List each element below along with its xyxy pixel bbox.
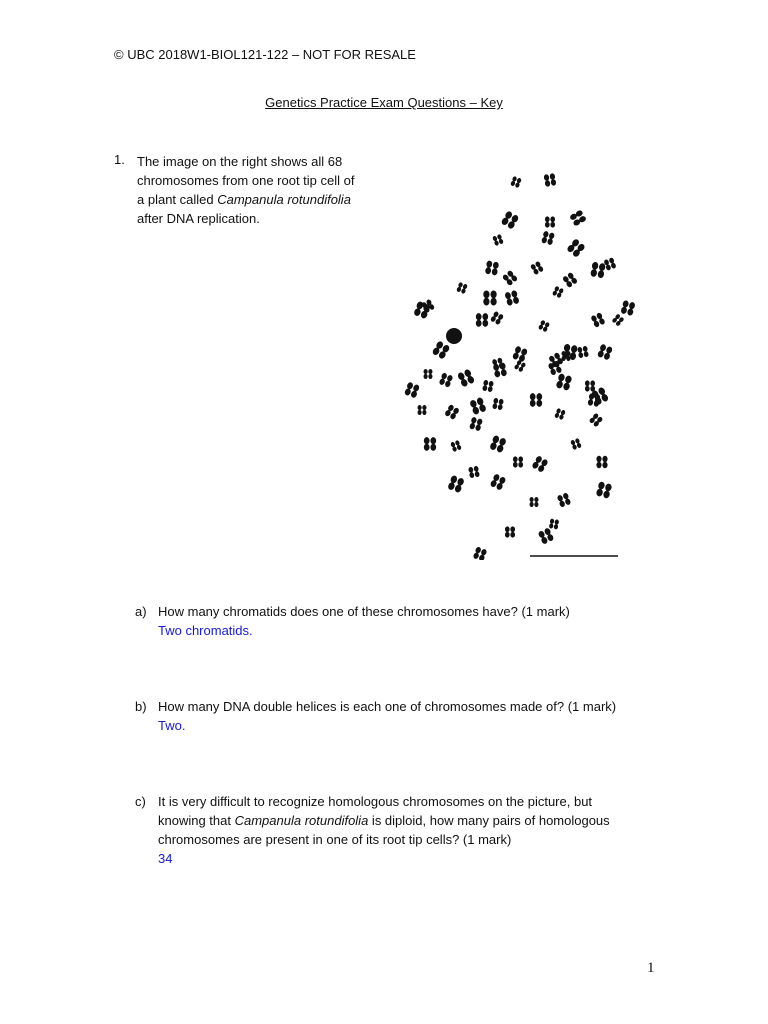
chromosome-mark — [512, 345, 528, 362]
chromosome-micrograph — [400, 160, 650, 560]
chromosome-mark — [566, 238, 586, 258]
chromosome-mark — [530, 393, 542, 407]
chromosome-mark — [531, 455, 548, 473]
part-letter: b) — [135, 699, 147, 714]
part-question: It is very difficult to recognize homologous chromosomes on the picture, but — [158, 794, 593, 809]
chromosome-mark — [541, 231, 555, 246]
chromosome-mark — [473, 546, 488, 560]
question-1-number: 1. — [114, 152, 125, 167]
chromosome-mark — [505, 526, 515, 537]
chromosome-mark — [504, 290, 519, 306]
chromosome-mark — [469, 417, 483, 432]
chromosome-mark — [570, 438, 582, 450]
chromosome-mark — [424, 369, 433, 379]
chromosome-mark — [483, 291, 496, 306]
species-name: Campanula rotundifolia — [217, 192, 351, 207]
part-answer: Two chromatids. — [158, 623, 253, 638]
chromosome-mark — [476, 313, 488, 327]
part-question — [158, 811, 658, 830]
part-question: How many chromatids does one of these chromosomes have? (1 mark) — [158, 604, 570, 619]
chromosome-mark — [469, 397, 487, 416]
chromosome-mark — [562, 272, 578, 289]
chromosome-mark — [490, 311, 504, 326]
chromosome-mark — [596, 456, 607, 468]
question-1-line: chromosomes from one root tip cell of — [137, 173, 355, 188]
chromosome-mark — [590, 312, 605, 328]
round-body-mark — [446, 328, 462, 344]
chromosome-mark — [554, 408, 566, 420]
part-letter: c) — [135, 794, 146, 809]
chromosome-mark — [457, 368, 475, 387]
chromosome-mark — [490, 473, 507, 491]
chromosome-mark — [468, 466, 480, 479]
question-1-line: after DNA replication. — [137, 211, 260, 226]
chromosome-mark — [577, 346, 589, 359]
chromosome-mark — [569, 209, 587, 226]
part-question: chromosomes are present in one of its root tip cells? (1 mark) — [158, 832, 512, 847]
page-title: Genetics Practice Exam Questions – Key — [265, 95, 503, 110]
chromosome-mark — [620, 300, 635, 316]
part-question-text: is diploid, how many pairs of homologous — [368, 813, 610, 828]
chromosome-mark — [431, 340, 450, 360]
chromosome-mark — [545, 216, 555, 227]
chromosome-mark — [456, 282, 468, 294]
chromosome-mark — [482, 380, 494, 393]
chromosome-mark — [450, 440, 462, 452]
part-question: How many DNA double helices is each one of chromosomes made of? (1 mark) — [158, 699, 617, 714]
species-name: Campanula rotundifolia — [234, 813, 369, 828]
chromosome-mark — [556, 373, 573, 391]
chromosome-mark — [513, 456, 523, 467]
part-question-text: knowing that — [158, 813, 235, 828]
chromosome-mark — [404, 381, 420, 398]
chromosome-mark — [489, 435, 507, 454]
chromosome-mark — [418, 405, 427, 415]
chromosome-mark — [444, 404, 460, 420]
chromosome-mark — [447, 475, 465, 494]
chromosome-mark — [557, 492, 572, 507]
chromosome-mark — [590, 262, 606, 279]
chromosome-mark — [510, 176, 522, 188]
chromosome-mark — [611, 313, 624, 326]
chromosome-mark — [530, 497, 539, 507]
part-answer: 34 — [158, 851, 173, 866]
chromosome-mark — [538, 527, 555, 545]
part-answer: Two. — [158, 718, 186, 733]
chromosome-mark — [492, 234, 504, 246]
chromosome-mark — [596, 481, 613, 499]
part-letter: a) — [135, 604, 147, 619]
chromosome-mark — [543, 173, 556, 187]
chromosome-mark — [589, 412, 604, 427]
chromosome-mark — [485, 260, 500, 276]
chromosome-mark — [500, 210, 519, 230]
page-number: 1 — [647, 960, 655, 976]
chromosome-mark — [492, 398, 504, 411]
chromosome-mark — [603, 257, 616, 271]
copyright-header: © UBC 2018W1-BIOL121-122 – NOT FOR RESALE — [114, 47, 416, 62]
chromosome-mark — [585, 380, 595, 391]
chromosome-mark — [424, 437, 436, 451]
question-1-line-text: a plant called — [137, 192, 218, 207]
chromosome-mark — [439, 372, 454, 387]
question-1-line — [137, 190, 385, 209]
chromosome-mark — [502, 270, 519, 287]
chromosome-mark — [552, 286, 564, 299]
chromosome-mark — [549, 518, 560, 529]
chromosome-mark — [538, 320, 550, 333]
question-1-text — [137, 152, 385, 228]
question-1-line: The image on the right shows all 68 — [137, 154, 343, 169]
chromosome-mark — [597, 343, 613, 360]
chromosome-mark — [530, 261, 544, 276]
chromosome-mark — [514, 359, 527, 372]
